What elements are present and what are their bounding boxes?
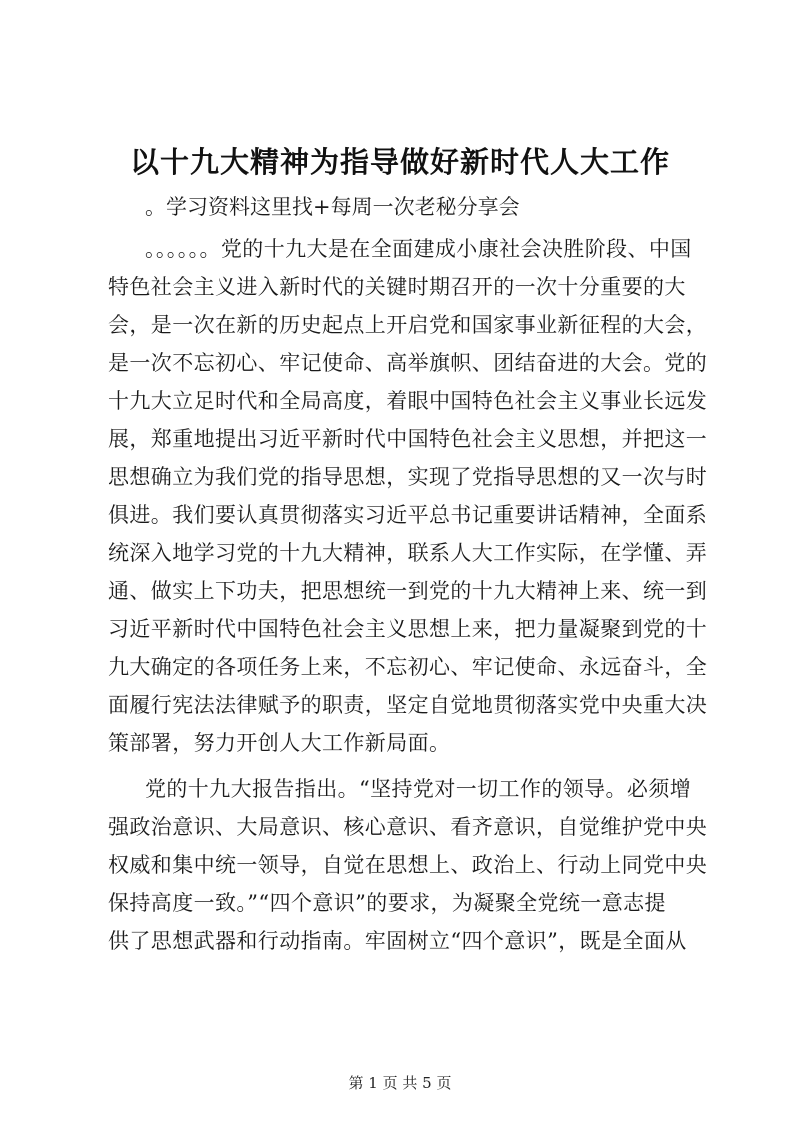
text-line: 特色社会主义进入新时代的关键时期召开的一次十分重要的大: [108, 275, 686, 299]
text-line: 十九大立足时代和全局高度，着眼中国特色社会主义事业长远发: [108, 389, 708, 413]
text-line: 俱进。我们要认真贯彻落实习近平总书记重要讲话精神，全面系: [108, 503, 708, 527]
document-title: 以十九大精神为指导做好新时代人大工作: [129, 145, 670, 179]
text-line: 策部署，努力开创人大工作新局面。: [108, 731, 451, 755]
text-line: 思想确立为我们党的指导思想，实现了党指导思想的又一次与时: [108, 465, 708, 489]
text-line: 统深入地学习党的十九大精神，联系人大工作实际，在学懂、弄: [108, 541, 708, 565]
text-line: 。。。。。。党的十九大是在全面建成小康社会决胜阶段、中国: [145, 237, 692, 261]
text-line: 保持高度一致。”“四个意识”的要求，为凝聚全党统一意志提: [108, 891, 666, 915]
text-line: 习近平新时代中国特色社会主义思想上来，把力量凝聚到党的十: [108, 617, 708, 641]
text-line: 强政治意识、大局意识、核心意识、看齐意识，自觉维护党中央: [108, 815, 708, 839]
document-subline: 。学习资料这里找+每周一次老秘分享会: [145, 195, 520, 219]
text-line: 展，郑重地提出习近平新时代中国特色社会主义思想，并把这一: [108, 427, 708, 451]
text-line: 面履行宪法法律赋予的职责，坚定自觉地贯彻落实党中央重大决: [108, 693, 708, 717]
text-line: 是一次不忘初心、牢记使命、高举旗帜、团结奋进的大会。党的: [108, 351, 708, 375]
text-line: 权威和集中统一领导，自觉在思想上、政治上、行动上同党中央: [108, 853, 708, 877]
text-line: 会，是一次在新的历史起点上开启党和国家事业新征程的大会，: [108, 313, 708, 337]
text-line: 党的十九大报告指出。“坚持党对一切工作的领导。必须增: [145, 777, 692, 801]
page-number: 第 1 页 共 5 页: [348, 1074, 452, 1092]
text-line: 通、做实上下功夫，把思想统一到党的十九大精神上来、统一到: [108, 579, 708, 603]
text-line: 九大确定的各项任务上来，不忘初心、牢记使命、永远奋斗，全: [108, 655, 708, 679]
text-line: 供了思想武器和行动指南。牢固树立“四个意识”，既是全面从: [108, 929, 687, 953]
